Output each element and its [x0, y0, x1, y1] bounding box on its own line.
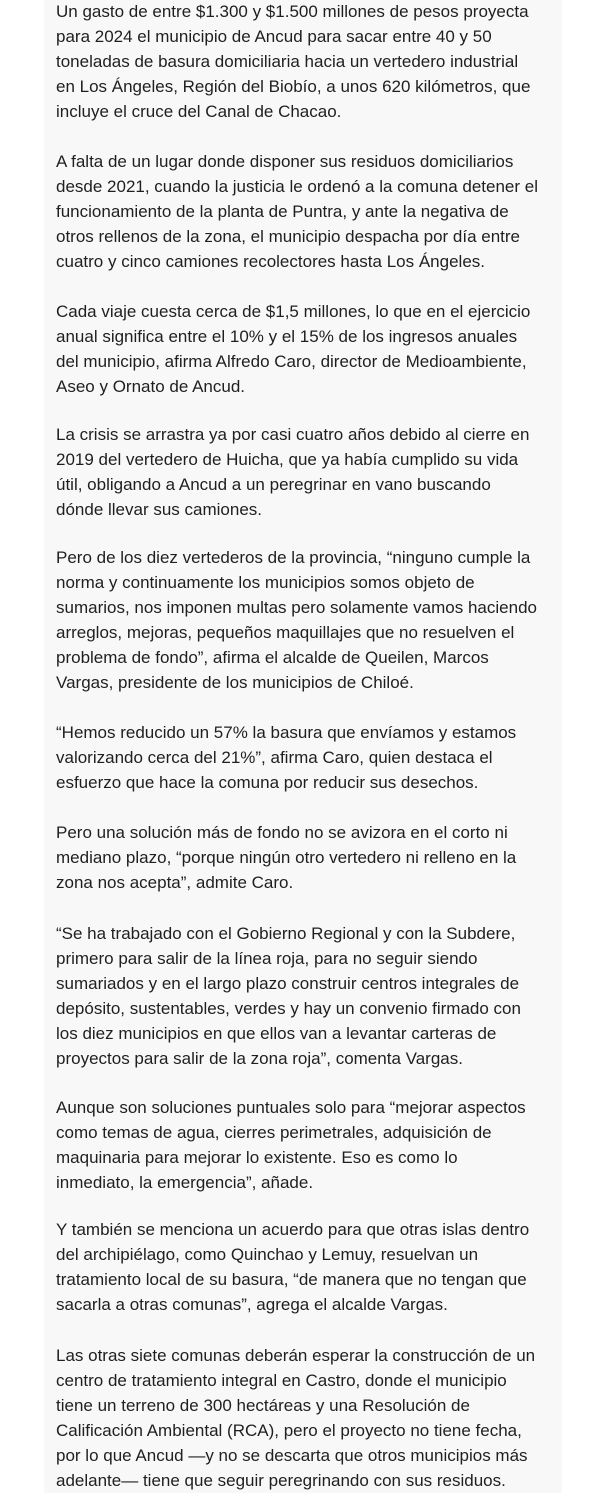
article-paragraph: Y también se menciona un acuerdo para que otras islas dentro del archipiélago, como Quinchao y Lemuy, resuelvan un tratamiento local de su basura, “de manera que no tengan que sacarla a otras comunas”, agrega el alcalde Vargas. [56, 1220, 530, 1314]
article-paragraph: Aunque son soluciones puntuales solo para “mejorar aspectos como temas de agua, cierres perimetrales, adquisición de maquinaria para mejorar lo existente. Eso es como lo inmediato, la emergencia”, añade. [56, 1098, 526, 1192]
article-paragraph: “Hemos reducido un 57% la basura que envíamos y estamos valorizando cerca del 21%”, afirma Caro, quien destaca el esfuerzo que hace la comuna por reducir sus desechos. [56, 723, 517, 792]
article-paragraph: Las otras siete comunas deberán esperar la construcción de un centro de tratamiento integral en Castro, donde el municipio tiene un terreno de 300 hectáreas y una Resolución de Calificación Ambiental (RCA), pero el proyecto no tiene fecha, por lo que Ancud —y no se descarta que otros municipios más adelante— tiene que seguir peregrinando con sus residuos. [56, 1346, 536, 1490]
article-paragraph: Pero de los diez vertederos de la provincia, “ninguno cumple la norma y continuamente los municipios somos objeto de sumarios, nos imponen multas pero solamente vamos haciendo arreglos, mejoras, pequeños maquillajes que no resuelven el problema de fondo”, afirma el alcalde de Queilen, Marcos Vargas, presidente de los municipios de Chiloé. [56, 548, 537, 692]
article-body [44, 0, 562, 1493]
article-paragraph: Pero una solución más de fondo no se avizora en el corto ni mediano plazo, “porque ningún otro vertedero ni relleno en la zona nos acepta”, admite Caro. [56, 823, 517, 892]
article-paragraph: Un gasto de entre $1.300 y $1.500 millones de pesos proyecta para 2024 el municipio de Ancud para sacar entre 40 y 50 toneladas de basura domiciliaria hacia un vertedero industrial en Los Ángeles, Región del Biobío, a unos 620 kilómetros, que incluye el cruce del Canal de Chacao. [56, 2, 531, 121]
article-paragraph: La crisis se arrastra ya por casi cuatro años debido al cierre en 2019 del vertedero de Huicha, que ya había cumplido su vida útil, obligando a Ancud a un peregrinar en vano buscando dónde llevar sus camiones. [56, 425, 530, 519]
article-paragraph: Cada viaje cuesta cerca de $1,5 millones, lo que en el ejercicio anual significa entre el 10% y el 15% de los ingresos anuales del municipio, afirma Alfredo Caro, director de Medioambiente, Aseo y Ornato de Ancud. [56, 302, 531, 396]
article-paragraph: A falta de un lugar donde disponer sus residuos domiciliarios desde 2021, cuando la justicia le ordenó a la comuna detener el funcionamiento de la planta de Puntra, y ante la negativa de otros rellenos de la zona, el municipio despacha por día entre cuatro y cinco camiones recolectores hasta Los Ángeles. [56, 152, 539, 271]
article-paragraph: “Se ha trabajado con el Gobierno Regional y con la Subdere, primero para salir de la línea roja, para no seguir siendo sumariados y en el largo plazo construir centros integrales de depósito, sustentables, verdes y hay un convenio firmado con los diez municipios en que ellos van a levantar carteras de proyectos para salir de la zona roja”, comenta Vargas. [56, 924, 521, 1068]
